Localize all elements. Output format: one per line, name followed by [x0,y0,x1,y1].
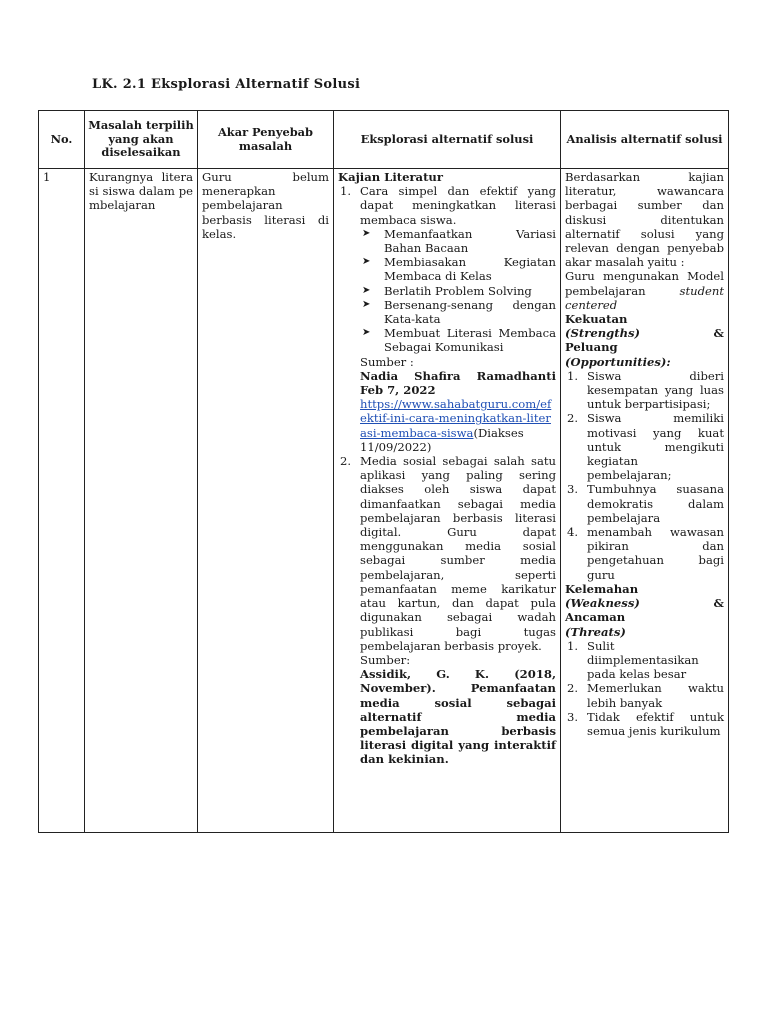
weakness-en-line [565,596,724,610]
accessed-date: (Diakses 11/09/2022) [360,425,524,454]
item-text: Siswa diberi kesempatan yang luas untuk berpartisipasi; [587,368,724,412]
item-text: Siswa memiliki motivasi yang kuat untuk mengikuti kegiatan pembelajaran; [587,411,724,483]
item-text: Tidak efektif untuk semua jenis kurikulum [587,709,724,738]
akar-text: Guru belum menerapkan pembelajaran berbasis literasi di kelas. [202,170,329,241]
item-number: 2. [567,411,579,426]
cell-no: 1 [39,169,85,833]
arrow-bullet-icon: ➤ [362,298,371,310]
list-item [565,681,724,709]
source-reference: Assidik, G. K. (2018, November). Pemanfaatan media sosial sebagai alternatif media pembelajaran berbasis literasi digital yang interaktif dan kekinian. [360,667,556,767]
ampersand: & [713,326,724,341]
table-header-row [39,111,729,169]
kajian-heading: Kajian Literatur [338,170,443,184]
tip-text: Membuat Literasi Membaca Sebagai Komunikasi [384,326,556,355]
header-analisis: Analisis alternatif solusi [561,111,729,169]
list-item [565,369,724,412]
list-item [360,227,556,255]
list-item [565,482,724,525]
item-number: 1. [567,368,579,383]
item-number: 2. [340,454,352,469]
list-item [565,525,724,582]
masalah-text: Kurangnya literasi siswa dalam pembelajaran [89,170,193,213]
strengths-en: (Strengths) [565,326,641,341]
exploration-item-2 [338,454,556,766]
opportunities-heading: Peluang [565,340,618,355]
exploration-item-text: Media sosial sebagai salah satu aplikasi yang paling sering diakses oleh siswa dapat dimanfaatkan sebagai media pembelajaran berbasis literasi digital. Guru dapat menggunakan media sosial sebagai sumber media pembelajaran, seperti pemanfaatan meme karikatur atau kartun, dan dapat pula digunakan sebagai wadah publikasi bagi tugas pembelajaran berbasis proyek. [360,454,556,653]
page-title: LK. 2.1 Eksplorasi Alternatif Solusi [92,77,361,92]
item-number: 3. [567,482,579,497]
threats-heading: Ancaman [565,610,626,625]
tip-text: Berlatih Problem Solving [384,283,532,298]
arrow-bullet-icon: ➤ [362,327,371,339]
header-eksplorasi: Eksplorasi alternatif solusi [334,111,561,169]
analysis-intro: Berdasarkan kajian literatur, wawancara berbagai sumber dan diskusi ditentukan alternatif solusi yang relevan dengan penyebab akar masalah yaitu : [565,170,724,270]
item-text: Memerlukan waktu lebih banyak [587,681,724,710]
cell-akar [198,169,334,833]
cell-masalah [85,169,198,833]
solution-term: student centered [565,283,724,312]
source-label: Sumber : [360,354,414,369]
item-text: Tumbuhnya suasana demokratis dalam pembelajara [587,482,724,525]
list-item [360,298,556,326]
item-number: 1. [567,638,579,653]
header-masalah: Masalah terpilih yang akan diselesaikan [85,111,198,169]
exploration-list [338,184,556,766]
exploration-item-1 [338,184,556,454]
weakness-list [565,639,724,738]
threats-en: (Threats) [565,624,626,639]
solution-text: Guru mengunakan Model pembelajaran [565,269,724,298]
list-item [565,710,724,738]
item-number: 1. [340,184,352,199]
table-row [39,169,729,833]
arrow-bullet-icon: ➤ [362,256,371,268]
source-author: Nadia Shafira Ramadhanti Feb 7, 2022 [360,368,556,398]
item-number: 4. [567,525,579,540]
ampersand: & [713,596,724,611]
list-item [360,326,556,354]
weakness-heading: Kelemahan [565,581,639,596]
header-akar: Akar Penyebab masalah [198,111,334,169]
item-number: 3. [567,709,579,724]
exploration-item-text: Cara simpel dan efektif yang dapat meningkatkan literasi membaca siswa. [360,184,556,227]
source-link-line [360,397,556,454]
source-link[interactable]: https://www.sahabatguru.com/efektif-ini-cara-meningkatkan-literasi-membaca-siswa [360,397,552,440]
item-text: Sulit diimplementasikan pada kelas besar [587,638,699,682]
item-number: 2. [567,681,579,696]
cell-analisis [561,169,729,833]
list-item [360,284,556,298]
analysis-solution [565,269,724,312]
list-item [565,411,724,482]
tips-list [360,227,556,355]
list-item [360,255,556,283]
tip-text: Memanfaatkan Variasi Bahan Bacaan [384,226,556,256]
strengths-heading: Kekuatan [565,312,628,327]
opportunities-en: (Opportunities): [565,354,671,369]
strengths-list [565,369,724,582]
list-item [565,639,724,682]
weakness-en: (Weakness) [565,596,640,611]
arrow-bullet-icon: ➤ [362,284,371,296]
source-label: Sumber: [360,652,411,667]
item-text: menambah wawasan pikiran dan pengetahuan bagi guru [587,525,724,582]
tip-text: Bersenang-senang dengan Kata-kata [384,297,556,327]
cell-eksplorasi [334,169,561,833]
solution-table [38,110,729,833]
header-no: No. [39,111,85,169]
arrow-bullet-icon: ➤ [362,227,371,239]
strengths-en-line [565,326,724,340]
tip-text: Membiasakan Kegiatan Membaca di Kelas [384,255,556,284]
